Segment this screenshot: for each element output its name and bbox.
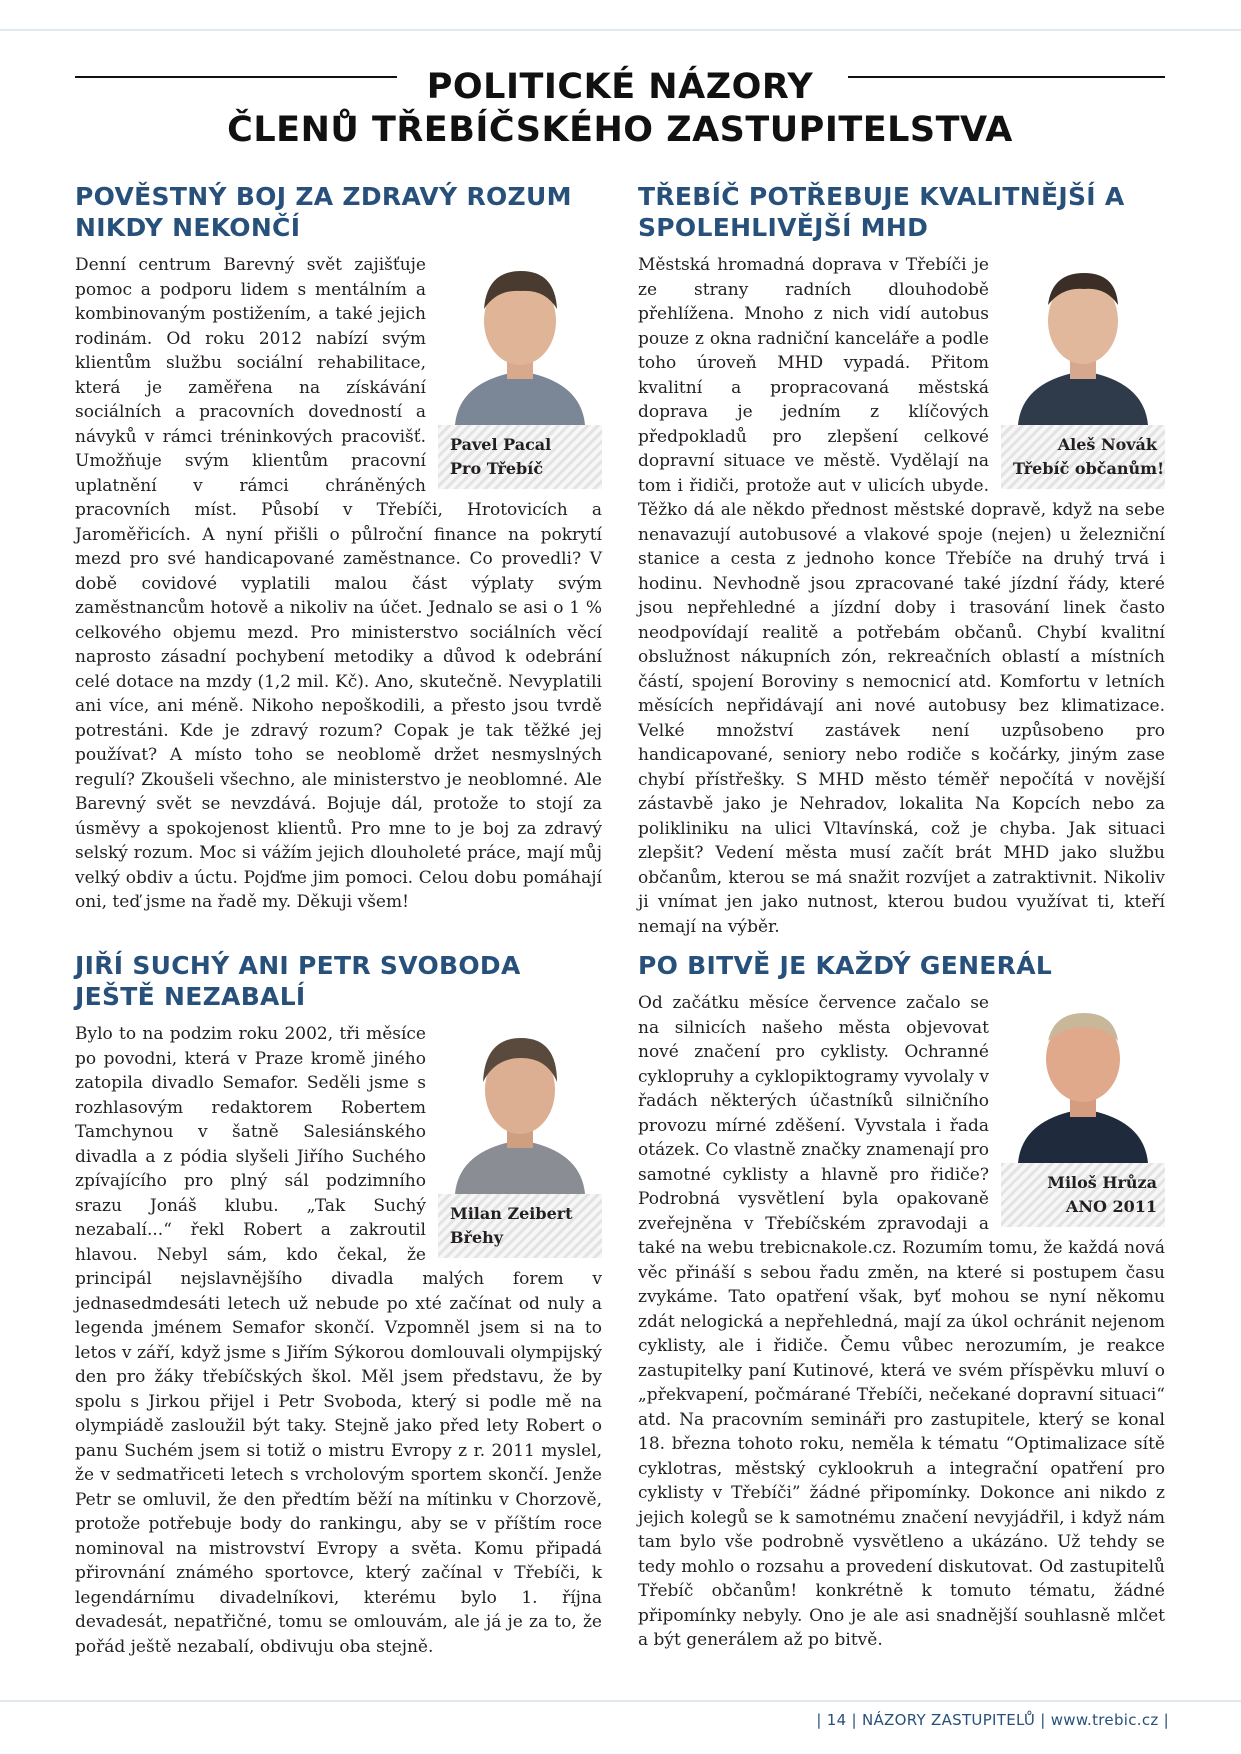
article-zeibert	[75, 950, 602, 1659]
page-title	[180, 66, 1060, 152]
article-pacal	[75, 181, 602, 915]
article-body: Od začátku měsíce července začalo se na silnicích našeho města objevovat nové značení pro cyklisty. Ochranné cyklopruhy a cyklopiktogramy vyvolaly v řadách některých účastníků silničního provozu mírné zděšení. Vyvstala i řada otázek. Co vlastně značky znamenají pro samotné cyklisty a hlavně pro řidiče? Podrobná vysvětlení byla opakovaně zveřejněna v Třebíčském zpravodaji a také na webu trebicnakole.cz. Rozumím tomu, že každá nová věc přináší s sebou řadu změn, na které si postupem času zvykáme. Tato opatření však, byť mohou se nyní někomu zdát nelogická a nepřehledná, mají za úkol ochránit nejenom cyklisty, ale i řidiče. Čemu vůbec nerozumím, je reakce zastupitelky paní Kutinové, která ve svém příspěvku mluví o „překvapení, počmárané Třebíči, nečekané dopravní situaci“ atd. Na pracovním semináři pro zastupitele, který se konal 18. března tohoto roku, neměla k tématu “Optimalizace sítě cyklotras, městský cyklookruh a integrační opatření pro cyklisty v Třebíči” žádné připomínky. Dokonce ani nikdo z jejich kolegů se k samotnému značení nevyjádřil, i když nám tam bylo vše podrobně vysvětleno a ukázáno. Už tehdy se tedy mohlo o rozsahu a provedení diskutovat. Od zastupitelů Třebíč občanům! konkrétně k tomuto tématu, žádné připomínky nebyly. Ono je ale asi snadnější souhlasně mlčet a být generálem až po bitvě.	[638, 993, 1165, 1650]
portrait-placeholder-icon	[1008, 259, 1158, 425]
author-caption	[1001, 425, 1165, 489]
article-headline: POVĚSTNÝ BOJ ZA ZDRAVÝ ROZUM NIKDY NEKONČÍ	[75, 182, 572, 242]
author-name: Aleš Novák	[1057, 435, 1157, 454]
author-figure	[1001, 253, 1165, 489]
portrait-placeholder-icon	[445, 1028, 595, 1194]
page-title-line2: ČLENŮ TŘEBÍČSKÉHO ZASTUPITELSTVA	[227, 110, 1013, 150]
author-caption	[438, 425, 602, 489]
author-portrait	[438, 1022, 602, 1194]
author-figure	[438, 1022, 602, 1258]
author-name: Miloš Hrůza	[1047, 1173, 1157, 1192]
footer-divider	[0, 1700, 1241, 1702]
page-title-line1: POLITICKÉ NÁZORY	[426, 67, 814, 107]
article-novak	[638, 181, 1165, 939]
author-portrait	[1001, 991, 1165, 1163]
article-body: Městská hromadná doprava v Třebíči je ze strany radních dlouhodobě přehlížena. Mnoho z nich vidí autobus pouze z okna radniční kanceláře a podle toho úroveň MHD vypadá. Přitom kvalitní a propracovaná městská doprava je jedním z klíčových předpokladů pro zlepšení celkové dopravní situace ve městě. Vydělají na tom i řidiči, protože aut v ulicích ubyde. Těžko dá ale někdo přednost městské dopravě, když na sebe nenavazují autobusové a vlakové spoje (nejen) u železniční stanice a cesta z jednoho konce Třebíče na druhý trvá i hodinu. Nevhodně jsou zpracované také jízdní řády, které jsou nepřehledné a jízdní doby i trasování linek často neodpovídají realitě a potřebám občanů. Chybí kvalitní obslužnost nákupních zón, rekreačních oblastí a místních částí, spojení Boroviny s nemocnicí atd. Komfortu v letních měsících nepřidávají ani nové autobusy bez klimatizace. Velké množství zastávek není uzpůsobeno pro handicapované, seniory nebo rodiče s kočárky, jiným zase chybí přístřešky. S MHD město téměř nepočítá v novější zástavbě jako je Nehradov, lokalita Na Kopcích nebo za polikliniku na ulici Vltavínská, což je chyba. Jak situaci zlepšit? Vedení města musí začít brát MHD jako službu občanům, kterou se má snažit rozvíjet a zatraktivnit. Nikoliv ji vnímat jen jako nutnost, kterou budou využívat ti, kteří nemají na výběr.	[638, 255, 1165, 937]
page-footer: | 14 | NÁZORY ZASTUPITELŮ | www.trebic.cz |	[816, 1711, 1169, 1729]
author-name: Pavel Pacal	[450, 435, 552, 454]
author-portrait	[438, 253, 602, 425]
author-party: ANO 2011	[1065, 1197, 1157, 1216]
author-party: Třebíč občanům!	[1013, 459, 1165, 478]
author-name: Milan Zeibert	[450, 1204, 573, 1223]
author-figure	[1001, 991, 1165, 1227]
article-hruza	[638, 950, 1165, 1653]
portrait-placeholder-icon	[445, 259, 595, 425]
author-party: Břehy	[450, 1228, 504, 1247]
author-portrait	[1001, 253, 1165, 425]
article-body: Bylo to na podzim roku 2002, tři měsíce po povodni, která v Praze kromě jiného zatopila divadlo Semafor. Seděli jsme s rozhlasovým redaktorem Robertem Tamchynou v šatně Salesiánského divadla a z pódia slyšeli Jiřího Suchého zpívajícího pro plný sál podzimního srazu Jonáš klubu. „Tak Suchý nezabalí...“ řekl Robert a zakroutil hlavou. Nebyl sám, kdo čekal, že principál nejslavnějšího divadla malých forem v jednasedmdesáti letech už nebude po xté začínat od nuly a legenda jménem Semafor skončí. Vzpomněl jsem si na to letos v září, když jsme s Jiřím Sýkorou domlouvali olympijský den pro žáky třebíčských škol. Měl jsem představu, že by spolu s Jirkou přijel i Petr Svoboda, který si podle mě na olympiádě zasloužil být taky. Stejně jako před lety Robert o panu Suchém jsem si totiž o mistru Evropy z r. 2011 myslel, že v sedmatřiceti letech s vrcholovým sportem skončí. Jenže Petr se omluvil, že den předtím běží na mítinku v Chorzově, protože potřebuje body do rankingu, aby se v příštím roce nominoval na mistrovství Evropy a světa. Komu připadá přirovnání známého sportovce, který začínal v Třebíči, k legendárnímu divadelníkovi, kterému bylo 1. října devadesát, nepatřičné, tomu se omlouvám, ale já je za to, že pořád ještě nezabalí, obdivuju oba stejně.	[75, 1024, 602, 1657]
portrait-placeholder-icon	[1008, 997, 1158, 1163]
author-figure	[438, 253, 602, 489]
author-party: Pro Třebíč	[450, 459, 544, 478]
top-divider	[0, 29, 1241, 31]
article-body: Denní centrum Barevný svět zajišťuje pomoc a podporu lidem s mentálním a kombinovaným postižením, a také jejich rodinám. Od roku 2012 nabízí svým klientům službu sociální rehabilitace, která je zaměřena na získávání sociálních a pracovních dovedností a návyků v rámci tréninkových pracovišť. Umožňuje svým klientům pracovní uplatnění v rámci chráněných pracovních míst. Působí v Třebíči, Hrotovicích a Jaroměřicích. A nyní přišli o půlroční finance na pokrytí mezd pro své handicapované zaměstnance. Co provedli? V době covidové vyplatili malou část výplaty svým zaměstnancům hotově a nikoliv na účet. Jednalo se asi o 1 % celkového objemu mezd. Pro ministerstvo sociálních věcí naprosto zásadní pochybení metodiky a důvod k odebrání celé dotace na mzdy (1,2 mil. Kč). Ano, skutečně. Nevyplatili ani více, ani méně. Nikoho nepoškodili, a přesto jsou tvrdě potrestáni. Kde je zdravý rozum? Copak je tak těžké jej používat? A místo toho se neoblomě držet nesmyslných regulí? Zkoušeli všechno, ale ministerstvo je neoblomné. Ale Barevný svět se nevzdává. Bojuje dál, protože to stojí za úsměvy a spokojenost klientů. Pro mne to je boj za zdravý selský rozum. Moc si vážím jejich dlouholeté práce, mají můj velký obdiv a úctu. Pojďme jim pomoci. Celou dobu pomáhají oni, teď jsme na řadě my. Děkuji všem!	[75, 255, 602, 912]
author-caption	[1001, 1163, 1165, 1227]
author-caption	[438, 1194, 602, 1258]
article-headline: JIŘÍ SUCHÝ ANI PETR SVOBODA JEŠTĚ NEZABALÍ	[75, 951, 521, 1011]
article-headline: TŘEBÍČ POTŘEBUJE KVALITNĚJŠÍ A SPOLEHLIVĚJŠÍ MHD	[638, 182, 1125, 242]
article-headline: PO BITVĚ JE KAŽDÝ GENERÁL	[638, 951, 1053, 980]
